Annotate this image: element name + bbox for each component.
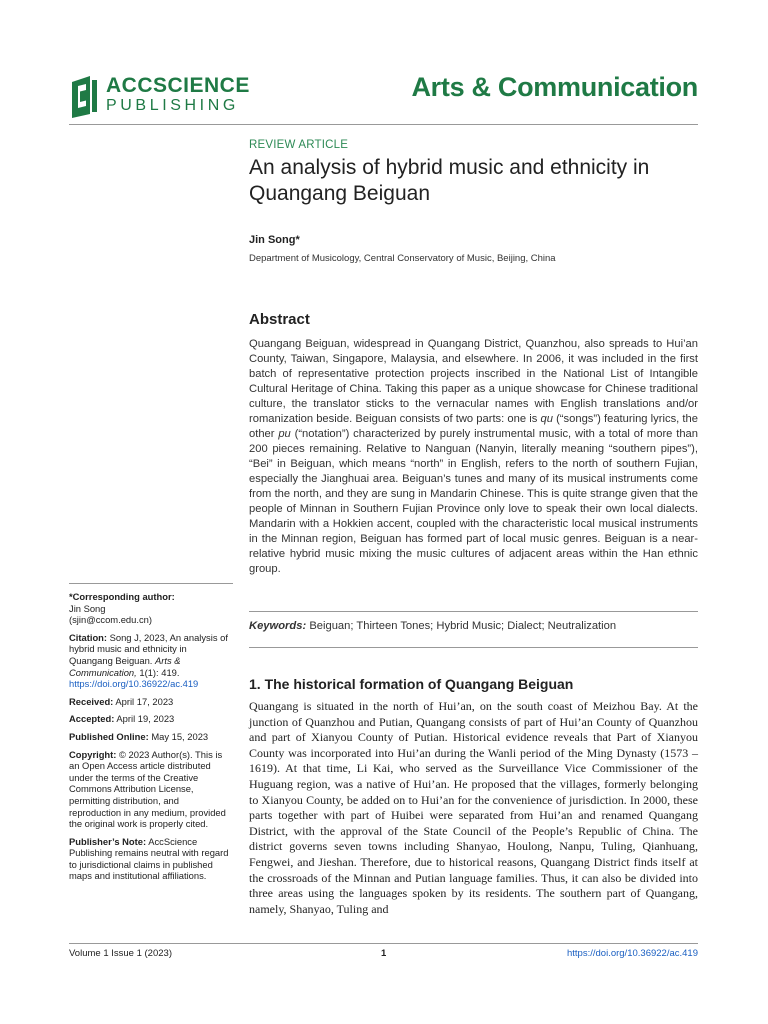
received-label: Received: [69,695,114,707]
published-date [69,731,229,743]
publisher-note-label: Publisher’s Note: [69,835,147,847]
abstract-text-part1: Quangang Beiguan, widespread in Quangang District, Quanzhou, also spreads to Hui’an County, Taiwan, Singapore, Malaysia, and elsewhere. In 2006, it was included in the first batch of representative protection projects inscribed in the National List of Intangible Cultural Heritage of China. Taking this paper as a unique showcase for Chinese traditional culture, the translator sticks to the vernacular names with English translations and/or romanization beside. Beiguan consists of two parts: one is [249,338,698,425]
abstract-term-pu: pu [278,428,291,440]
footer-divider [69,943,698,944]
header-divider [69,124,698,125]
article-title: An analysis of hybrid music and ethnicity in Quangang Beiguan [249,156,650,205]
abstract-text-part2: (“songs”) featuring lyrics, the other [249,413,698,440]
published-value: May 15, 2023 [151,730,209,742]
abstract-text-part3: (“notation”) characterized by purely instrumental music, with a total of more than 200 pieces remaining. Relative to Nanguan (Nanyin, literally meaning “southern pipes”), “Bei” in Beiguan, which means “north” in English, refers to the north of southern Fujian, especially the Jianghuai area. Beiguan’s tunes and many of its musical instruments come from the north, and they are sung in Mandarin Chinese. This is quite strange given that the people of Minnan in Southern Fujian Province only love to speak their own local dialects. Mandarin with a Hokkien accent, coupled with the characteristic local musical instruments in the Minnan region, Beiguan has formed part of local music genres. Beiguan is a near-relative hybrid music mixing the music cultures of adjacent areas within the Han ethnic group. [249,428,698,575]
received-date [69,696,229,708]
citation-journal: Arts & Communication, [69,654,181,678]
copyright-text: © 2023 Author(s). This is an Open Access article distributed under the terms of the Creative Commons Attribution License, permitting distribution, and reproduction in any medium, provided the original work is properly cited. [69,748,226,830]
citation-text: Song J, 2023, An analysis of hybrid music and ethnicity in Quangang Beiguan. [69,631,228,666]
keywords-label: Keywords: [249,620,307,632]
received-value: April 17, 2023 [115,695,174,707]
copyright-block [69,749,229,830]
article-info-sidebar [69,591,229,888]
copyright-label: Copyright: [69,748,117,760]
publisher-logo-icon [68,74,100,118]
article-type-label: REVIEW ARTICLE [249,139,349,151]
accepted-value: April 19, 2023 [116,713,175,725]
footer-volume: Volume 1 Issue 1 (2023) [69,948,172,959]
journal-title: Arts & Communication [411,72,698,102]
footer-doi-link[interactable]: https://doi.org/10.36922/ac.419 [567,948,698,959]
keywords-top-divider [249,611,698,612]
citation-label: Citation: [69,631,108,643]
abstract-body [249,337,698,577]
sidebar-divider [69,583,233,584]
abstract-heading: Abstract [249,311,310,328]
accepted-date [69,713,229,725]
keywords-line [249,620,698,632]
citation-volume: 1(1): 419. [139,666,180,678]
author-name: Jin Song* [249,234,300,246]
abstract-term-qu: qu [540,413,553,425]
section-body: Quangang is situated in the north of Hui’an, on the south coast of Meizhou Bay. At the junction of Quanzhou and Putian, Quangang consists of part of Hui’an County of Quanzhou and part of Xianyou County of Putian. Historical evidence reveals that Part of Xianyou County was incorporated into Hui’an during the Wanli period of the Ming Dynasty (1573 – 1619). At that time, Li Kai, who served as the Surveillance Vice Commissioner of the Huguang region, was a native of Hui’an. He proposed that the villages, formerly belonging to Xianyou County, be added on to Hui’an for the convenience of jurisdiction. In 2000, these parts together with part of Huibei were separated from Hui’an and renamed Quangang District, with the approval of the State Council of the People’s Republic of China. The district governs seven towns including Shanyao, Houlong, Nanpu, Tuling, Qianhuang, Fengwei, and Jieshan. Therefore, due to historical reasons, Quangang District finds itself at the crossroads of the Minnan and Putian language families. Thus, it can also be divided into three areas using the languages spoken by its residents. The southern part of Quangang, namely, Shanyao, Tuling and [249,699,698,916]
corresponding-author-label: *Corresponding author: [69,591,175,602]
published-label: Published Online: [69,730,149,742]
publisher-name-line1: ACCSCIENCE [106,74,250,97]
page-number: 1 [381,948,387,959]
author-affiliation: Department of Musicology, Central Conservatory of Music, Beijing, China [249,253,556,264]
keywords-bottom-divider [249,647,698,648]
publisher-name-line2: PUBLISHING [106,97,239,114]
corresponding-author-block [69,591,229,626]
publisher-note-text: AccScience Publishing remains neutral with regard to jurisdictional claims in published maps and institutional affiliations. [69,835,229,882]
accepted-label: Accepted: [69,713,115,725]
corresponding-author-name: Jin Song [69,602,106,614]
citation-doi-link[interactable]: https://doi.org/10.36922/ac.419 [69,678,199,690]
citation-block [69,632,229,690]
publisher-note-block [69,836,229,882]
corresponding-author-email[interactable]: (sjin@ccom.edu.cn) [69,614,152,626]
keywords-text: Beiguan; Thirteen Tones; Hybrid Music; Dialect; Neutralization [309,620,617,632]
section-heading: 1. The historical formation of Quangang Beiguan [249,676,574,692]
publisher-logo [68,74,250,118]
